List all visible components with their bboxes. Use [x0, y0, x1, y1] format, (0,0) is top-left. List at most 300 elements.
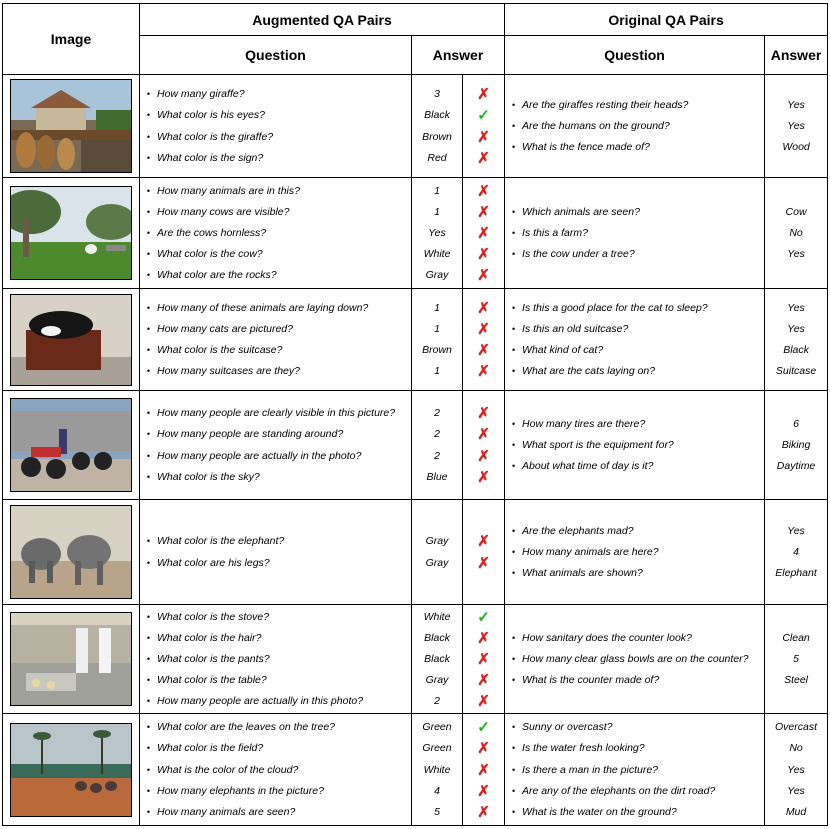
bullet-icon: • — [146, 557, 151, 568]
aug-answer-cell — [412, 714, 463, 826]
aug-question-text: What color are his legs? — [157, 556, 270, 569]
image-cell — [3, 391, 140, 500]
table-row — [3, 500, 828, 605]
orig-answer: No — [789, 227, 803, 239]
cross-icon: ✗ — [477, 629, 490, 647]
aug-question-text: What color is the elephant? — [157, 535, 285, 548]
aug-answer-cell — [412, 391, 463, 500]
orig-answer: Yes — [787, 524, 805, 537]
bullet-icon: • — [511, 249, 516, 260]
aug-answer-cell — [412, 289, 463, 391]
orig-question-cell — [505, 75, 765, 178]
aug-mark-cell — [463, 714, 505, 826]
image-header: Image — [3, 4, 140, 75]
aug-question — [140, 403, 411, 424]
bullet-icon: • — [511, 461, 516, 472]
aug-question — [140, 222, 411, 243]
aug-question — [140, 717, 411, 738]
table-row — [3, 391, 828, 500]
orig-question-cell — [505, 714, 765, 826]
orig-answer: 4 — [793, 546, 799, 558]
aug-question-text: How many people are actually in this photo? — [157, 695, 364, 708]
orig-question-cell — [505, 391, 765, 500]
bullet-icon: • — [511, 568, 516, 579]
bullet-icon: • — [146, 228, 151, 238]
aug-question-cell — [140, 605, 412, 714]
orig-question-cell — [505, 500, 765, 605]
elephants-scene — [10, 505, 132, 599]
aug-question-text: How many of these animals are laying down? — [157, 301, 369, 314]
orig-answer: 6 — [793, 417, 799, 430]
aug-answer: 1 — [434, 205, 440, 218]
aug-answer: Green — [422, 742, 452, 755]
bullet-icon: • — [146, 632, 151, 643]
orig-question — [505, 244, 764, 265]
orig-answer: Yes — [787, 120, 805, 132]
orig-answer-cell — [765, 289, 828, 391]
aug-answer: Black — [424, 631, 450, 644]
orig-answer: Mud — [785, 805, 807, 818]
orig-question — [505, 318, 764, 339]
aug-question-cell — [140, 75, 412, 178]
orig-answer-cell — [765, 391, 828, 500]
aug-answer: Black — [424, 653, 450, 665]
aug-answer-cell — [412, 178, 463, 289]
table-row — [3, 605, 828, 714]
orig-question — [505, 780, 764, 801]
orig-question-text: How sanitary does the counter look? — [522, 631, 692, 644]
checkmark-icon: ✓ — [477, 608, 490, 626]
bullet-icon: • — [146, 302, 151, 313]
bullet-icon: • — [146, 471, 151, 482]
cross-icon: ✗ — [477, 203, 490, 221]
orig-question — [505, 222, 764, 243]
aug-answer: Blue — [426, 470, 448, 483]
bullet-icon: • — [511, 675, 516, 686]
aug-question-text: How many animals are in this? — [157, 184, 300, 197]
bullet-icon: • — [511, 99, 516, 110]
orig-question-text: What is the counter made of? — [522, 674, 660, 687]
bullet-icon: • — [511, 722, 516, 733]
bullet-icon: • — [146, 743, 151, 754]
orig-question — [505, 738, 764, 759]
table-row — [3, 178, 828, 289]
aug-answer: 3 — [434, 88, 440, 101]
image-cell — [3, 500, 140, 605]
aug-question — [140, 759, 411, 780]
cross-icon: ✗ — [477, 740, 490, 758]
cross-icon: ✗ — [477, 246, 490, 264]
aug-question-text: What is the color of the cloud? — [157, 763, 299, 776]
bullet-icon: • — [511, 302, 516, 313]
bullet-icon: • — [146, 611, 151, 622]
cross-icon: ✗ — [477, 342, 490, 360]
orig-question — [505, 137, 764, 158]
orig-question-cell — [505, 289, 765, 391]
cross-icon: ✗ — [477, 86, 490, 104]
aug-mark-cell — [463, 289, 505, 391]
bullet-icon: • — [511, 366, 516, 377]
orig-question — [505, 648, 764, 669]
motorcycles-scene — [10, 398, 132, 492]
bullet-icon: • — [146, 536, 151, 547]
bullet-icon: • — [146, 806, 151, 817]
aug-question-text: What color are the leaves on the tree? — [157, 721, 336, 734]
bullet-icon: • — [146, 345, 151, 356]
orig-answer: Yes — [787, 248, 805, 261]
orig-question — [505, 759, 764, 780]
aug-question-text: How many suitcases are they? — [157, 365, 300, 378]
giraffes-scene — [10, 79, 132, 173]
bullet-icon: • — [146, 131, 151, 142]
orig-question — [505, 94, 764, 115]
orig-answer: Overcast — [775, 721, 818, 734]
orig-question-text: Are the giraffes resting their heads? — [522, 98, 689, 111]
cat-suitcase-scene — [10, 294, 132, 386]
aug-question-text: What color is his eyes? — [157, 109, 265, 122]
cross-icon: ✗ — [477, 533, 490, 551]
orig-answer: Black — [783, 344, 809, 357]
orig-question-text: What are the cats laying on? — [522, 365, 656, 378]
aug-question-text: What color is the field? — [157, 742, 264, 755]
aug-mark-cell — [463, 605, 505, 714]
orig-question — [505, 201, 764, 222]
aug-question-text: What color is the sky? — [157, 470, 260, 483]
aug-question — [140, 126, 411, 147]
cross-icon: ✗ — [477, 320, 490, 338]
aug-question-cell — [140, 391, 412, 500]
aug-answer: 2 — [434, 449, 440, 462]
augmented-header: Augmented QA Pairs — [140, 4, 505, 36]
aug-question-text: What color is the sign? — [157, 151, 264, 164]
orig-question-text: Is the water fresh looking? — [522, 742, 645, 755]
orig-question-cell — [505, 178, 765, 289]
orig-question-text: Are any of the elephants on the dirt road? — [522, 784, 716, 797]
orig-answer: Suitcase — [775, 365, 817, 378]
orig-question-text: How many animals are here? — [522, 546, 659, 558]
bullet-icon: • — [146, 429, 151, 440]
cross-icon: ✗ — [477, 149, 490, 167]
aug-question — [140, 297, 411, 318]
aug-answer: Gray — [425, 556, 449, 569]
orig-question-text: What is the fence made of? — [522, 141, 650, 154]
orig-answer-cell — [765, 178, 828, 289]
cross-icon: ✗ — [477, 405, 490, 423]
orig-question — [505, 456, 764, 477]
aug-question-cell — [140, 714, 412, 826]
aug-question-text: What color are the rocks? — [157, 269, 277, 282]
table-row — [3, 714, 828, 826]
aug-answer-header: Answer — [412, 36, 505, 75]
orig-question-text: Is there a man in the picture? — [522, 763, 659, 776]
bullet-icon: • — [511, 228, 516, 238]
orig-answer: Yes — [787, 763, 805, 776]
aug-question-text: What color is the table? — [157, 674, 267, 687]
orig-question-text: What kind of cat? — [522, 344, 604, 357]
aug-mark-cell — [463, 391, 505, 500]
aug-question — [140, 606, 411, 627]
bullet-icon: • — [146, 675, 151, 686]
aug-question — [140, 105, 411, 126]
aug-answer: Gray — [425, 269, 449, 282]
aug-answer: Gray — [425, 674, 449, 687]
orig-question-text: Is this a farm? — [522, 227, 588, 239]
cross-icon: ✗ — [477, 363, 490, 381]
aug-question — [140, 648, 411, 669]
aug-question — [140, 670, 411, 691]
orig-question — [505, 434, 764, 455]
orig-question — [505, 413, 764, 434]
aug-question-text: What color is the cow? — [157, 248, 263, 261]
bullet-icon: • — [146, 450, 151, 461]
bullet-icon: • — [511, 121, 516, 131]
bullet-icon: • — [146, 408, 151, 419]
aug-question-text: How many cats are pictured? — [157, 322, 293, 335]
aug-answer: Yes — [428, 227, 446, 239]
bullet-icon: • — [146, 366, 151, 377]
aug-question-text: How many animals are seen? — [157, 805, 296, 818]
orig-question-text: How many clear glass bowls are on the counter? — [522, 653, 749, 665]
orig-answer-cell — [765, 500, 828, 605]
aug-question-cell — [140, 500, 412, 605]
aug-question — [140, 180, 411, 201]
qa-table — [2, 3, 828, 826]
orig-question — [505, 627, 764, 648]
bullet-icon: • — [146, 654, 151, 664]
aug-answer-cell — [412, 75, 463, 178]
aug-answer: 2 — [434, 695, 440, 708]
aug-question-cell — [140, 178, 412, 289]
bullet-icon: • — [146, 152, 151, 163]
aug-mark-cell — [463, 178, 505, 289]
cross-icon: ✗ — [477, 182, 490, 200]
orig-question-header: Question — [505, 36, 765, 75]
orig-answer-cell — [765, 714, 828, 826]
orig-question-text: Is the cow under a tree? — [522, 248, 635, 261]
cross-icon: ✗ — [477, 782, 490, 800]
aug-question — [140, 244, 411, 265]
aug-mark-cell — [463, 500, 505, 605]
aug-question — [140, 424, 411, 445]
orig-answer: 5 — [793, 653, 799, 665]
orig-question-text: Is this a good place for the cat to sleep? — [522, 301, 708, 314]
aug-question-header: Question — [140, 36, 412, 75]
original-header: Original QA Pairs — [505, 4, 828, 36]
orig-answer-header: Answer — [765, 36, 828, 75]
aug-answer: 1 — [434, 322, 440, 335]
orig-answer: Cow — [785, 205, 807, 218]
orig-question — [505, 297, 764, 318]
aug-question-text: What color is the hair? — [157, 631, 262, 644]
aug-answer: White — [423, 248, 451, 261]
orig-answer: Daytime — [776, 460, 816, 473]
cross-icon: ✗ — [477, 225, 490, 242]
aug-question — [140, 552, 411, 573]
bullet-icon: • — [146, 270, 151, 281]
bullet-icon: • — [146, 722, 151, 733]
table-row — [3, 75, 828, 178]
bullet-icon: • — [511, 323, 516, 334]
aug-answer: Black — [424, 109, 450, 122]
orig-question — [505, 801, 764, 822]
orig-question-text: What is the water on the ground? — [522, 805, 677, 818]
orig-answer: Steel — [784, 674, 808, 687]
aug-answer-cell — [412, 500, 463, 605]
aug-question — [140, 801, 411, 822]
orig-answer: Yes — [787, 98, 805, 111]
aug-answer-cell — [412, 605, 463, 714]
aug-question-text: How many giraffe? — [157, 88, 245, 101]
orig-question-text: How many tires are there? — [522, 417, 646, 430]
aug-answer: White — [423, 763, 451, 776]
bullet-icon: • — [511, 632, 516, 643]
aug-question-text: What color is the pants? — [157, 653, 270, 665]
orig-question-text: What sport is the equipment for? — [522, 439, 674, 451]
aug-question-text: How many people are clearly visible in this picture? — [157, 407, 396, 420]
aug-question-text: How many people are actually in the photo? — [157, 449, 362, 462]
bullet-icon: • — [511, 654, 516, 664]
orig-question-text: Are the elephants mad? — [522, 524, 634, 537]
aug-answer: Gray — [425, 535, 449, 548]
bullet-icon: • — [146, 696, 151, 707]
cross-icon: ✗ — [477, 672, 490, 690]
orig-question-text: Are the humans on the ground? — [522, 120, 670, 132]
orig-question-text: Which animals are seen? — [522, 205, 640, 218]
bullet-icon: • — [146, 206, 151, 217]
image-cell — [3, 75, 140, 178]
orig-question — [505, 670, 764, 691]
aug-question-text: What color is the suitcase? — [157, 344, 283, 357]
orig-answer: No — [789, 742, 803, 755]
image-cell — [3, 605, 140, 714]
aug-answer: 1 — [434, 365, 440, 378]
aug-answer: Brown — [422, 130, 452, 143]
aug-question — [140, 466, 411, 487]
cross-icon: ✗ — [477, 447, 490, 465]
cross-icon: ✗ — [477, 761, 490, 779]
checkmark-icon: ✓ — [477, 719, 490, 737]
aug-question-text: Are the cows hornless? — [157, 227, 267, 239]
cross-icon: ✗ — [477, 693, 490, 711]
aug-question — [140, 147, 411, 168]
cross-icon: ✗ — [477, 426, 490, 444]
bullet-icon: • — [146, 785, 151, 796]
orig-question-text: What animals are shown? — [522, 567, 643, 580]
aug-question — [140, 780, 411, 801]
bullet-icon: • — [511, 418, 516, 429]
image-cell — [3, 289, 140, 391]
kitchen-scene — [10, 612, 132, 706]
aug-question-text: What color is the giraffe? — [157, 130, 274, 143]
cow-field-scene — [10, 186, 132, 280]
orig-question-text: Is this an old suitcase? — [522, 322, 629, 335]
aug-question — [140, 340, 411, 361]
image-cell — [3, 714, 140, 826]
cross-icon: ✗ — [477, 468, 490, 486]
cross-icon: ✗ — [477, 299, 490, 317]
bullet-icon: • — [511, 345, 516, 356]
aug-question — [140, 201, 411, 222]
aug-answer: Brown — [422, 344, 452, 357]
bullet-icon: • — [511, 525, 516, 536]
aug-question — [140, 318, 411, 339]
aug-answer: 1 — [434, 301, 440, 314]
bullet-icon: • — [511, 806, 516, 817]
aug-answer: 5 — [434, 805, 440, 818]
aug-question — [140, 738, 411, 759]
bullet-icon: • — [146, 249, 151, 260]
aug-answer: 4 — [434, 784, 440, 797]
aug-answer: Green — [422, 721, 452, 734]
aug-question — [140, 84, 411, 105]
aug-question-text: How many people are standing around? — [157, 428, 344, 441]
orig-question-cell — [505, 605, 765, 714]
cross-icon: ✗ — [477, 128, 490, 146]
aug-answer: 1 — [434, 184, 440, 197]
bullet-icon: • — [511, 440, 516, 450]
orig-answer: Wood — [782, 141, 810, 154]
bullet-icon: • — [146, 764, 151, 775]
aug-answer: 2 — [434, 428, 440, 441]
bullet-icon: • — [511, 764, 516, 775]
aug-answer: Red — [427, 151, 447, 164]
image-cell — [3, 178, 140, 289]
orig-answer: Yes — [787, 784, 805, 797]
aug-question — [140, 691, 411, 712]
bullet-icon: • — [146, 323, 151, 334]
aug-question-text: What color is the stove? — [157, 610, 270, 623]
cross-icon: ✗ — [477, 651, 490, 668]
orig-question — [505, 340, 764, 361]
aug-question-cell — [140, 289, 412, 391]
aug-question — [140, 445, 411, 466]
bullet-icon: • — [146, 110, 151, 121]
checkmark-icon: ✓ — [477, 107, 490, 125]
bullet-icon: • — [511, 547, 516, 557]
orig-question — [505, 563, 764, 584]
aug-question — [140, 531, 411, 552]
cross-icon: ✗ — [477, 803, 490, 821]
aug-mark-cell — [463, 75, 505, 178]
orig-question-text: About what time of day is it? — [522, 460, 654, 473]
orig-question — [505, 717, 764, 738]
bullet-icon: • — [146, 185, 151, 196]
orig-question — [505, 361, 764, 382]
orig-answer-cell — [765, 75, 828, 178]
aug-question-text: How many cows are visible? — [157, 205, 290, 218]
orig-question-text: Sunny or overcast? — [522, 721, 613, 734]
orig-answer: Elephant — [775, 567, 817, 580]
orig-question — [505, 541, 764, 562]
aug-question-text: How many elephants in the picture? — [157, 784, 324, 797]
header-row-1 — [3, 4, 828, 36]
aug-question — [140, 627, 411, 648]
aug-answer: 2 — [434, 407, 440, 420]
aug-question — [140, 361, 411, 382]
elephants-palms-scene — [10, 723, 132, 817]
orig-answer: Yes — [787, 322, 805, 335]
orig-answer-cell — [765, 605, 828, 714]
orig-question — [505, 115, 764, 136]
aug-question — [140, 265, 411, 286]
aug-answer: White — [423, 610, 451, 623]
cross-icon: ✗ — [477, 554, 490, 572]
orig-question — [505, 520, 764, 541]
orig-answer: Clean — [782, 631, 810, 644]
orig-answer: Biking — [781, 439, 811, 451]
bullet-icon: • — [511, 785, 516, 796]
bullet-icon: • — [146, 89, 151, 100]
